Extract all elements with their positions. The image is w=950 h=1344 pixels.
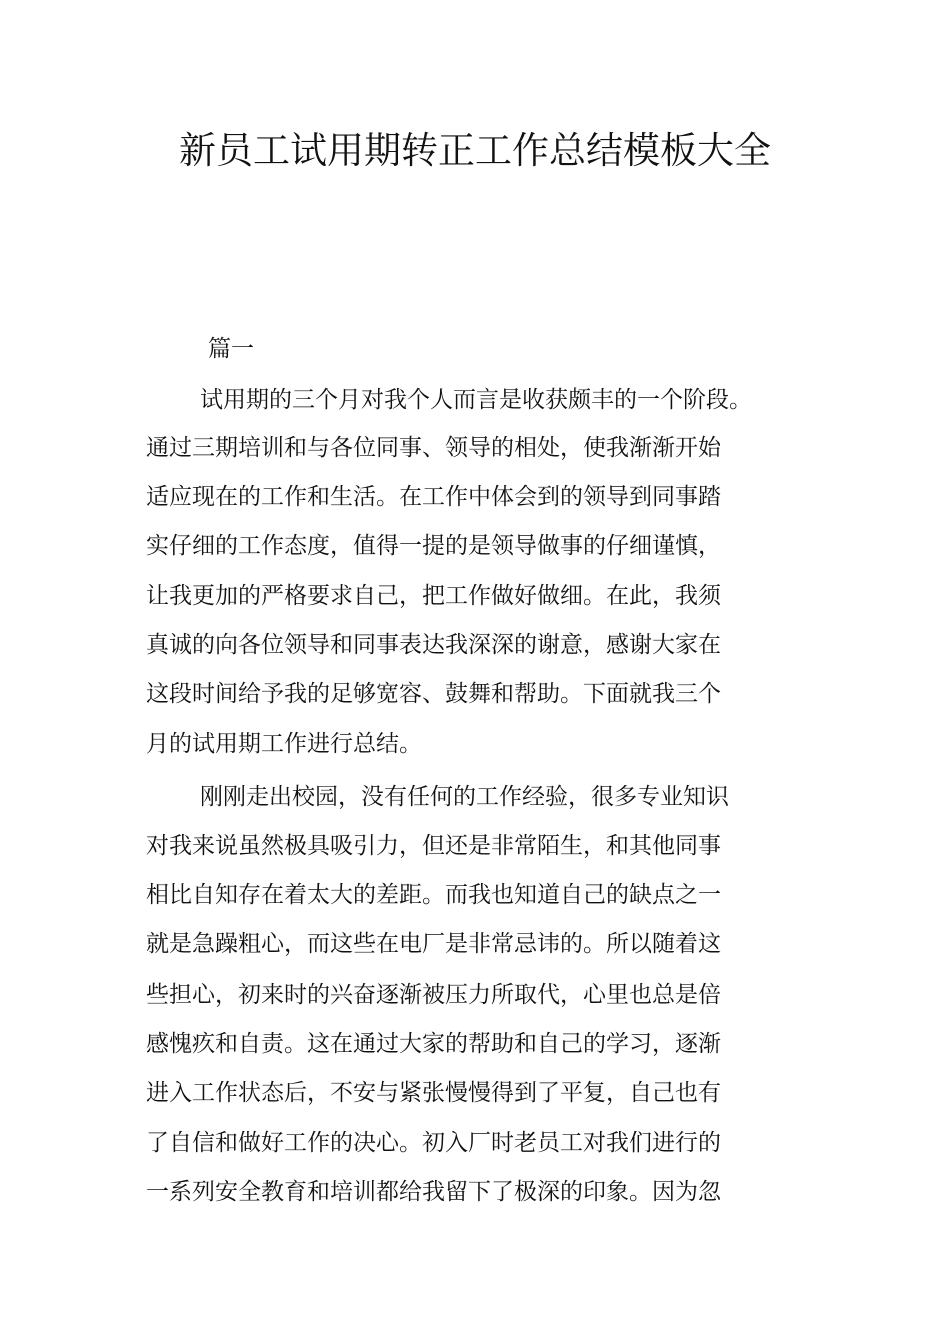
document-title: 新员工试用期转正工作总结模板大全 bbox=[179, 129, 771, 172]
paragraph-line: 一系列安全教育和培训都给我留下了极深的印象。因为忽 bbox=[146, 1179, 721, 1205]
paragraph-line: 这段时间给予我的足够宽容、鼓舞和帮助。下面就我三个 bbox=[146, 681, 721, 707]
paragraph-line: 些担心，初来时的兴奋逐渐被压力所取代，心里也总是倍 bbox=[146, 982, 721, 1008]
paragraph-line: 感愧疚和自责。这在通过大家的帮助和自己的学习，逐渐 bbox=[146, 1031, 721, 1057]
section-label: 篇一 bbox=[208, 336, 254, 362]
paragraph-line: 相比自知存在着太大的差距。而我也知道自己的缺点之一 bbox=[146, 882, 721, 908]
paragraph-line: 试用期的三个月对我个人而言是收获颇丰的一个阶段。 bbox=[200, 387, 752, 413]
paragraph-line: 适应现在的工作和生活。在工作中体会到的领导到同事踏 bbox=[146, 484, 721, 510]
paragraph-line: 真诚的向各位领导和同事表达我深深的谢意，感谢大家在 bbox=[146, 632, 721, 658]
paragraph-line: 对我来说虽然极具吸引力，但还是非常陌生，和其他同事 bbox=[146, 833, 721, 859]
paragraph-line: 实仔细的工作态度，值得一提的是领导做事的仔细谨慎， bbox=[146, 533, 721, 559]
paragraph-line: 了自信和做好工作的决心。初入厂时老员工对我们进行的 bbox=[146, 1130, 721, 1156]
paragraph-line: 让我更加的严格要求自己，把工作做好做细。在此，我须 bbox=[146, 583, 721, 609]
paragraph-line: 刚刚走出校园，没有任何的工作经验，很多专业知识 bbox=[200, 784, 729, 810]
paragraph-line: 月的试用期工作进行总结。 bbox=[146, 731, 422, 757]
paragraph-line: 就是急躁粗心，而这些在电厂是非常忌讳的。所以随着这 bbox=[146, 931, 721, 957]
paragraph-line: 进入工作状态后，不安与紧张慢慢得到了平复，自己也有 bbox=[146, 1080, 721, 1106]
paragraph-line: 通过三期培训和与各位同事、领导的相处，使我渐渐开始 bbox=[146, 435, 721, 461]
